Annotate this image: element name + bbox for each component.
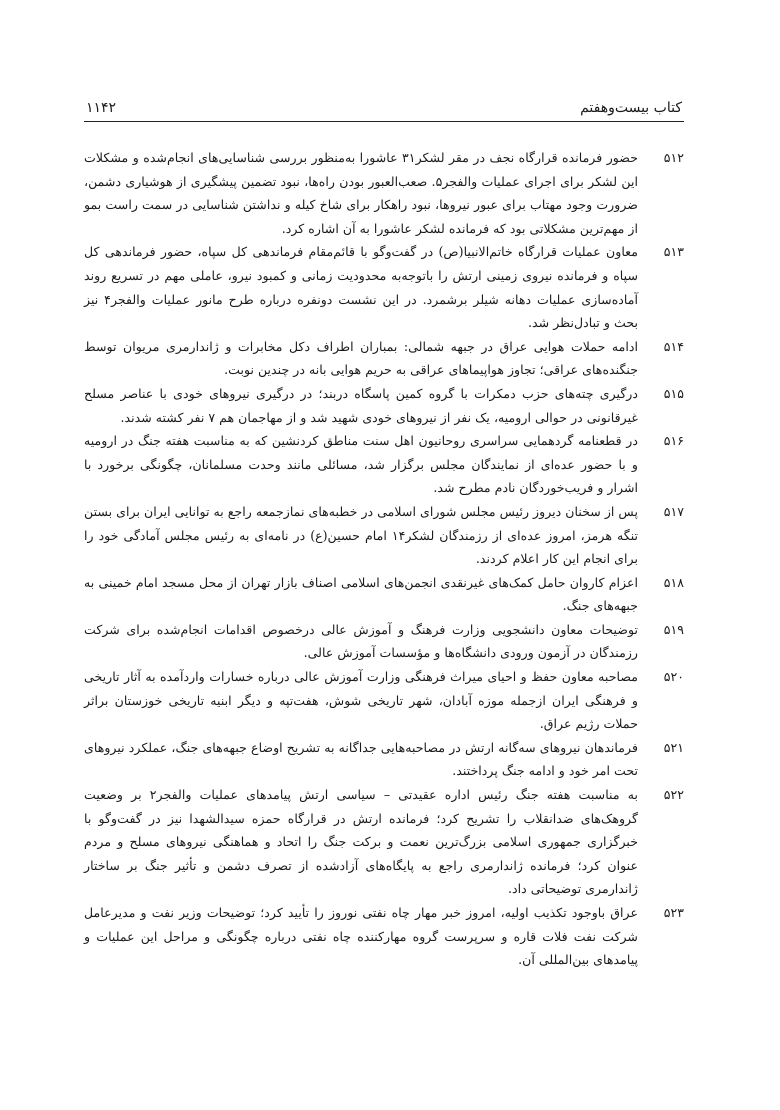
entry-518: [84, 571, 684, 618]
entry-number: ۵۱۸: [663, 574, 684, 590]
entry-number: ۵۱۶: [663, 433, 684, 449]
entry-text: فرماندهان نیروهای سه‌گانه ارتش در مصاحبه‌هایی جداگانه به تشریح اوضاع جبهه‌های جنگ، عملکرد نیروهای تحت امر خود و ادامه جنگ پرداختند.: [84, 739, 638, 779]
entry-text: معاون عملیات قرارگاه خاتم‌الانبیا(ص) در گفت‌وگو با قائم‌مقام فرماندهی کل سپاه، حضور فرماندهی کل سپاه و فرمانده نیروی زمینی ارتش را باتوجه‌به محدودیت زمانی و کمبود نیرو، عاملی مهم در تسریع روند آماده‌سازی عملیات دهانه شیلر برشمرد. در این نشست دونفره درباره طرح مانور عملیات والفجر۴ نیز بحث و تبادل‌نظر شد.: [84, 244, 638, 331]
entry-text: اعزام کاروان حامل کمک‌های غیرنقدی انجمن‌های اسلامی اصناف بازار تهران از محل مسجد امام خمینی به جبهه‌های جنگ.: [84, 574, 638, 614]
page-header: [86, 92, 682, 116]
running-title: کتاب بیست‌وهفتم: [580, 100, 682, 116]
entry-text: ادامه حملات هوایی عراق در جبهه شمالی: بمباران اطراف دکل مخابرات و ژاندارمری مریوان توسط جنگنده‌های عراقی؛ تجاوز هواپیماهای عراقی به حریم هوایی بانه در چندین نوبت.: [84, 338, 638, 378]
entry-number: ۵۱۴: [663, 338, 684, 354]
entry-text: مصاحبه معاون حفظ و احیای میراث فرهنگی وزارت آموزش عالی درباره خسارات واردآمده به آثار تاریخی و فرهنگی ایران ازجمله موزه آبادان، شهر تاریخی شوش، هفت‌تپه و دیگر ابنیه تاریخی خوزستان براثر حملات رژیم عراق.: [84, 669, 638, 732]
entry-number: ۵۱۲: [663, 150, 684, 165]
header-divider: [84, 121, 684, 122]
entry-519: [84, 618, 684, 665]
entry-number: ۵۲۳: [663, 905, 684, 920]
entry-text: به مناسبت هفته جنگ رئیس اداره عقیدتی – سیاسی ارتش پیامدهای عملیات والفجر۲ بر وضعیت گروهک‌های ضدانقلاب را تشریح کرد؛ فرمانده ارتش در قرارگاه حمزه سیدالشهدا نیز در گفت‌وگو با خبرگزاری جمهوری اسلامی بزرگ‌ترین نعمت و برکت جنگ را اتحاد و هماهنگی نیروهای مسلح و مردم عنوان کرد؛ فرمانده ژاندارمری راجع به پایگاه‌های آزادشده از تصرف دشمن و تأثیر جنگ بر ساختار ژاندارمری توضیحاتی داد.: [84, 787, 638, 897]
page-number: ۱۱۴۲: [86, 100, 117, 116]
entry-number: ۵۱۹: [663, 621, 684, 637]
entry-520: [84, 665, 684, 736]
entry-text: توضیحات معاون دانشجویی وزارت فرهنگ و آموزش عالی درخصوص اقدامات انجام‌شده برای شرکت رزمندگان در آزمون ورودی دانشگاه‌ها و مؤسسات آموزش عالی.: [84, 621, 638, 661]
entry-number: ۵۱۵: [663, 385, 684, 401]
entry-text: در قطعنامه گردهمایی سراسری روحانیون اهل سنت مناطق کردنشین که به مناسبت هفته جنگ در ارومیه و با حضور عده‌ای از نمایندگان مجلس برگزار شد، مسائلی مانند وحدت مسلمانان، چگونگی برخورد با اشرار و فریب‌خوردگان نادم مطرح شد.: [84, 433, 638, 496]
entry-number: ۵۱۷: [663, 503, 684, 519]
entry-514: [84, 335, 684, 382]
entry-512: [84, 146, 684, 240]
entry-number: ۵۲۰: [663, 669, 684, 685]
chronology-list: [84, 146, 684, 972]
entry-523: [84, 901, 684, 972]
entry-number: ۵۲۲: [663, 787, 684, 803]
entry-text: حضور فرمانده قرارگاه نجف در مقر لشکر۳۱ عاشورا به‌منظور بررسی شناسایی‌های انجام‌شده و مشکلات این لشکر برای اجرای عملیات والفجر۵. صعب‌العبور بودن راه‌ها، نبود تضمین پیشگیری از هوشیاری دشمن، ضرورت وجود مهتاب برای عبور نیروها، نبود راهکار برای شاخ کیله و نداشتن شناسایی در سمت راست بمو از مهم‌ترین مشکلاتی بود که فرمانده لشکر عاشورا به آن اشاره کرد.: [84, 150, 638, 236]
entry-number: ۵۲۱: [663, 739, 684, 755]
entry-515: [84, 382, 684, 429]
entry-522: [84, 783, 684, 901]
entry-text: پس از سخنان دیروز رئیس مجلس شورای اسلامی در خطبه‌های نمازجمعه راجع به توانایی ایران برای بستن تنگه هرمز، امروز عده‌ای از رزمندگان لشکر۱۴ امام حسین(ع) در نامه‌ای به رئیس مجلس آمادگی خود را برای انجام این کار اعلام کردند.: [84, 503, 638, 567]
entry-517: [84, 500, 684, 571]
entry-521: [84, 736, 684, 783]
entry-text: عراق باوجود تکذیب اولیه، امروز خبر مهار چاه نفتی نوروز را تأیید کرد؛ توضیحات وزیر نفت و مدیرعامل شرکت نفت فلات قاره و سرپرست گروه مهارکننده چاه نفتی درباره چگونگی و مراحل این عملیات و پیامدهای بین‌المللی آن.: [84, 905, 638, 968]
entry-text: درگیری چته‌های حزب دمکرات با گروه کمین پاسگاه دربند؛ در درگیری نیروهای خودی با عناصر مسلح غیرقانونی در حوالی ارومیه، یک نفر از نیروهای خودی شهید شد و از مهاجمان هم ۷ نفر کشته شدند.: [84, 385, 638, 425]
entry-513: [84, 240, 684, 334]
entry-number: ۵۱۳: [663, 244, 684, 260]
entry-516: [84, 429, 684, 500]
